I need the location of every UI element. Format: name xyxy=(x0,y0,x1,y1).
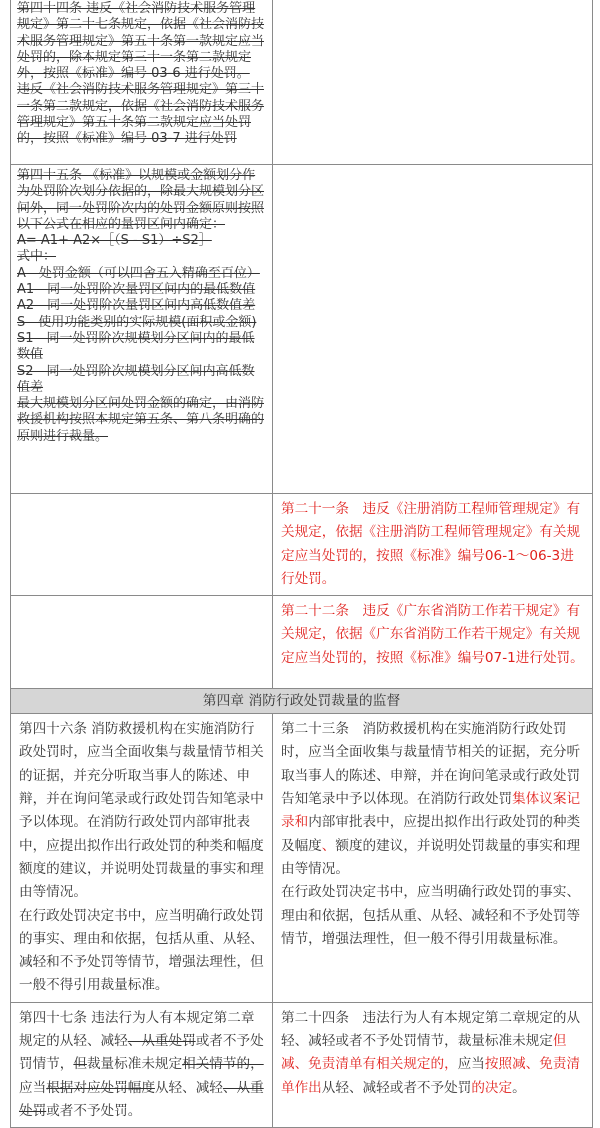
deleted-paragraph: A1—同一处罚阶次量罚区间内的最低数值 xyxy=(17,282,256,298)
added-text: 、 xyxy=(321,837,336,854)
deleted-paragraph: A—处罚金额（可以四舍五入精确至百位） xyxy=(17,265,260,281)
deleted-paragraph: 违反《社会消防技术服务管理规定》第三十一条第二款规定，依据《社会消防技术服务管理规定》第五十条第二款规定应当处罚的，按照《标准》编号 03-7 进行处罚 xyxy=(17,82,265,147)
deleted-text: 相关情节的， xyxy=(182,1056,264,1073)
empty-cell xyxy=(11,494,273,596)
text-run: 。 xyxy=(512,1079,526,1096)
text-run: 或者不予处罚情节， xyxy=(19,1033,264,1073)
paragraph xyxy=(281,1007,586,1100)
old-article-46-cell xyxy=(11,714,273,1003)
old-article-47-cell xyxy=(11,1002,273,1127)
old-article-44-cell xyxy=(11,0,273,165)
table-row xyxy=(11,165,593,494)
text-run: 应当 xyxy=(19,1079,47,1096)
paragraph: 在行政处罚决定书中，应当明确行政处罚的事实、理由和依据，包括从重、从轻、减轻和不予处罚等情节，增强法理性，但一般不得引用裁量标准。 xyxy=(281,884,581,947)
added-text: 的决定 xyxy=(471,1079,513,1096)
text-run: 内部审批表中，应提出拟作出行政处罚的种类及幅度 xyxy=(281,814,581,854)
deleted-text: 、从重处罚 xyxy=(127,1033,196,1050)
new-article-21-cell xyxy=(273,494,593,596)
deleted-paragraph: A2—同一处罚阶次量罚区间内高低数值差 xyxy=(17,298,256,314)
deleted-paragraph: S2—同一处罚阶次规模划分区间内高低数值差 xyxy=(17,363,255,395)
new-article-24-cell xyxy=(273,1002,593,1127)
deleted-paragraph: 式中： xyxy=(17,249,57,265)
chapter-row xyxy=(11,689,593,714)
comparison-table xyxy=(10,0,593,1128)
text-run: 第二十四条 违法行为人有本规定第二章规定的从轻、减轻或者不予处罚情节，裁量标准未规定 xyxy=(281,1009,581,1050)
new-article-22-cell xyxy=(273,596,593,689)
table-row xyxy=(11,494,593,596)
added-text: 但减、免责清单有相关规定的， xyxy=(281,1033,567,1073)
deleted-paragraph: S1—同一处罚阶次规模划分区间内的最低数值 xyxy=(17,330,255,363)
text-run: 额度的建议，并说明处罚裁量的事实和理由等情况。 xyxy=(281,837,581,877)
table-row xyxy=(11,596,593,689)
deleted-text: 但 xyxy=(73,1056,87,1073)
deleted-formula: A= A1+ A2×［（S - S1）÷S2］ xyxy=(17,233,212,249)
text-run: 或者不予处罚。 xyxy=(46,1102,142,1119)
empty-cell xyxy=(11,596,273,689)
table-row xyxy=(11,714,593,1003)
added-paragraph: 第二十二条 违反《广东省消防工作若干规定》有关规定，依据《广东省消防工作若干规定》有关规定应当处罚的，按照《标准》编号07-1进行处罚。 xyxy=(281,603,584,666)
paragraph xyxy=(281,718,586,881)
text-run: 从轻、减轻或者不予处罚 xyxy=(321,1079,472,1096)
paragraph xyxy=(19,1007,266,1123)
table-row xyxy=(11,1002,593,1127)
empty-cell xyxy=(273,165,593,494)
deleted-paragraph: 第四十五条 《标准》以规模或金额划分作为处罚阶次划分依据的，除最大规模划分区间外，同一处罚阶次内的处罚金额原则按照以下公式在相应的量罚区间内确定： xyxy=(17,168,265,232)
added-paragraph: 第二十一条 违反《注册消防工程师管理规定》有关规定，依据《注册消防工程师管理规定》有关规定应当处罚的，按照《标准》编号06-1～06-3进行处罚。 xyxy=(281,501,581,587)
text-run: 第二十三条 消防救援机构在实施消防行政处罚时，应当全面收集与裁量情节相关的证据，充分听取当事人的陈述、申辩，并在询问笔录或行政处罚告知笔录中予以体现。在消防行政处罚 xyxy=(281,721,581,808)
deleted-text: 、从重处罚 xyxy=(19,1079,264,1119)
text-run: 第四十七条 违法行为人有本规定第二章规定的从轻、减轻 xyxy=(19,1009,255,1050)
added-text: 集体议案记录和 xyxy=(281,791,581,831)
deleted-paragraph: 最大规模划分区间处罚金额的确定，由消防救援机构按照本规定第五条、第八条明确的原则进行裁量。 xyxy=(17,396,265,444)
old-article-45-cell xyxy=(11,165,273,494)
text-run: 应当 xyxy=(457,1056,485,1073)
deleted-paragraph: S—使用功能类别的实际规模(面积或金额) xyxy=(17,314,257,330)
paragraph: 第四十六条 消防救援机构在实施消防行政处罚时，应当全面收集与裁量情节相关的证据，并充分听取当事人的陈述、申辩，并在询问笔录或行政处罚告知笔录中予以体现。在消防行政处罚内部审批表中，应提出拟作出行政处罚的种类和幅度额度的建议，并说明处罚裁量的事实和理由等情况。 xyxy=(19,721,264,901)
text-run: 裁量标准未规定 xyxy=(86,1056,183,1073)
deleted-paragraph: 第四十四条 违反《社会消防技术服务管理规定》第二十七条规定，依据《社会消防技术服务管理规定》第五十条第一款规定应当处罚的，除本规定第三十一条第二款规定外，按照《标准》编号 03-6 进行处罚。 xyxy=(17,1,265,82)
paragraph: 在行政处罚决定书中，应当明确行政处罚的事实、理由和依据，包括从重、从轻、减轻和不予处罚等情节，增强法理性，但一般不得引用裁量标准。 xyxy=(19,907,264,994)
deleted-text: 根据对应处罚幅度 xyxy=(46,1079,155,1096)
added-text: 按照减、免责清单作出 xyxy=(281,1056,581,1096)
table-row xyxy=(11,0,593,165)
new-article-23-cell xyxy=(273,714,593,1003)
chapter-heading: 第四章 消防行政处罚裁量的监督 xyxy=(11,689,593,714)
text-run: 从轻、减轻 xyxy=(154,1079,223,1096)
empty-cell xyxy=(273,0,593,165)
